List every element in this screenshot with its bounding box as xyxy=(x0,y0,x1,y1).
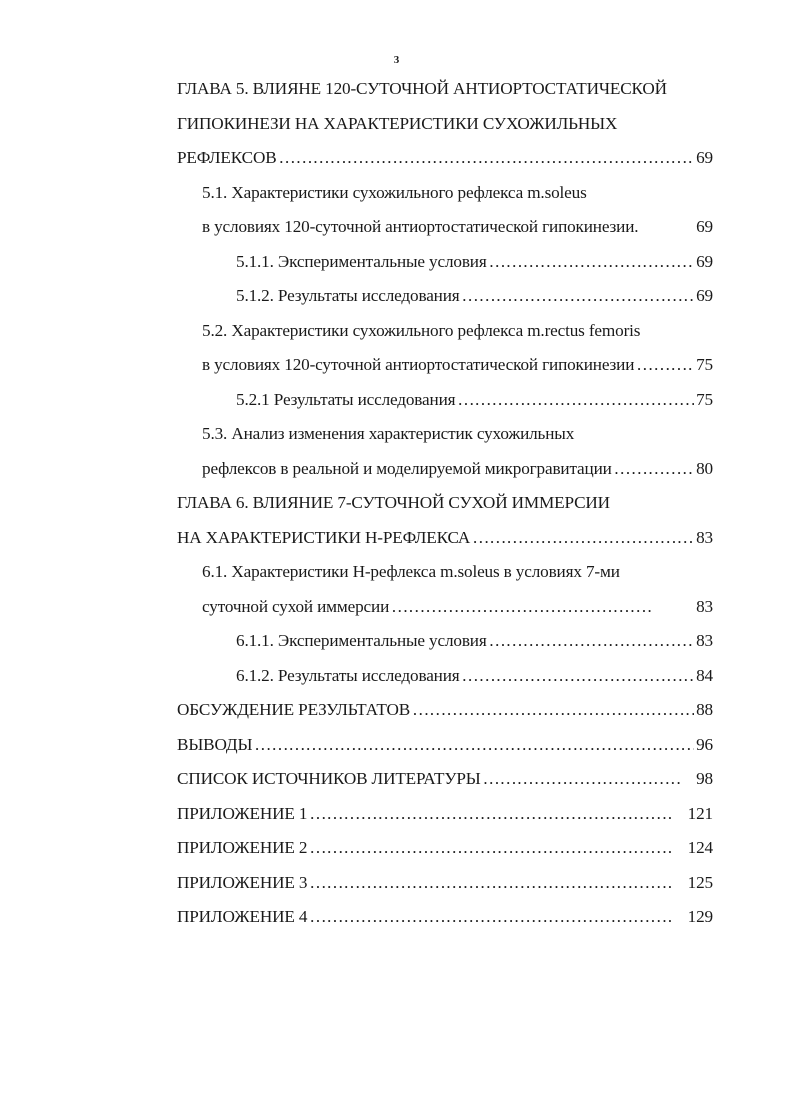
toc-appendix-4-entry[interactable] xyxy=(177,907,713,927)
toc-chapter-6-title[interactable]: ГЛАВА 6. ВЛИЯНИЕ 7-СУТОЧНОЙ СУХОЙ ИММЕРСИИ xyxy=(177,493,610,512)
toc-page-number: 83 xyxy=(696,528,713,547)
toc-page-number: 96 xyxy=(696,735,713,754)
toc-entry-title: суточной сухой иммерсии xyxy=(202,597,390,616)
dot-leader xyxy=(472,528,694,548)
toc-entry-title: 5.2.1 Результаты исследования xyxy=(236,390,456,409)
toc-section-5-1-2-entry[interactable] xyxy=(236,286,713,306)
toc-entry-title: 6.1.2. Результаты исследования xyxy=(236,666,460,685)
toc-section-5-1-1-entry[interactable] xyxy=(236,252,713,272)
toc-section-6-1-title[interactable]: 6.1. Характеристики Н-рефлекса m.soleus в условиях 7-ми xyxy=(202,562,620,581)
toc-page-number: 98 xyxy=(696,769,713,788)
toc-page-number: 83 xyxy=(696,597,713,616)
dot-leader xyxy=(391,597,652,617)
toc-section-5-3-entry[interactable] xyxy=(202,459,713,479)
toc-section-5-1-entry[interactable] xyxy=(202,217,713,237)
toc-page-number: 69 xyxy=(696,148,713,167)
dot-leader xyxy=(462,666,695,686)
toc-page-number: 129 xyxy=(687,907,713,926)
toc-section-6-1-1-entry[interactable] xyxy=(236,631,713,651)
dot-leader xyxy=(309,907,671,927)
toc-page-number: 80 xyxy=(696,459,713,478)
toc-entry-title: НА ХАРАКТЕРИСТИКИ Н-РЕФЛЕКСА xyxy=(177,528,471,547)
toc-entry-title: в условиях 120-суточной антиортостатической гипокинезии xyxy=(202,355,635,374)
toc-section-5-2-title[interactable]: 5.2. Характеристики сухожильного рефлекса m.rectus femoris xyxy=(202,321,641,340)
toc-page-number: 124 xyxy=(687,838,713,857)
toc-chapter-5-entry[interactable] xyxy=(177,148,713,168)
toc-page-number: 69 xyxy=(696,217,713,236)
toc-appendix-3-entry[interactable] xyxy=(177,873,713,893)
toc-entry-title: ПРИЛОЖЕНИЕ 2 xyxy=(177,838,308,857)
toc-entry-title: СПИСОК ИСТОЧНИКОВ ЛИТЕРАТУРЫ xyxy=(177,769,481,788)
dot-leader xyxy=(309,804,671,824)
toc-page-number: 125 xyxy=(687,873,713,892)
dot-leader xyxy=(457,390,694,410)
toc-entry-title: ВЫВОДЫ xyxy=(177,735,253,754)
toc-entry-title: ПРИЛОЖЕНИЕ 4 xyxy=(177,907,308,926)
dot-leader xyxy=(462,286,695,306)
toc-page-number: 84 xyxy=(696,666,713,685)
toc-chapter-5-title-cont[interactable]: ГИПОКИНЕЗИ НА ХАРАКТЕРИСТИКИ СУХОЖИЛЬНЫХ xyxy=(177,114,618,133)
toc-appendix-1-entry[interactable] xyxy=(177,804,713,824)
toc-discussion-entry[interactable] xyxy=(177,700,713,720)
toc-entry-title: рефлексов в реальной и моделируемой микрогравитации xyxy=(202,459,612,478)
toc-entry-title: РЕФЛЕКСОВ xyxy=(177,148,277,167)
toc-section-5-1-title[interactable]: 5.1. Характеристики сухожильного рефлекса m.soleus xyxy=(202,183,587,202)
dot-leader xyxy=(636,355,694,375)
dot-leader xyxy=(412,700,694,720)
toc-conclusions-entry[interactable] xyxy=(177,735,713,755)
toc-section-5-2-entry[interactable] xyxy=(202,355,713,375)
toc-page-number: 69 xyxy=(696,286,713,305)
toc-section-6-1-entry[interactable] xyxy=(202,597,713,617)
page-number: 3 xyxy=(393,54,400,66)
toc-page-number: 121 xyxy=(687,804,713,823)
toc-entry-title: 5.1.2. Результаты исследования xyxy=(236,286,460,305)
toc-chapter-5-title[interactable]: ГЛАВА 5. ВЛИЯНЕ 120-СУТОЧНОЙ АНТИОРТОСТАТИЧЕСКОЙ xyxy=(177,79,667,98)
toc-entry-title: ОБСУЖДЕНИЕ РЕЗУЛЬТАТОВ xyxy=(177,700,411,719)
toc-section-6-1-2-entry[interactable] xyxy=(236,666,713,686)
dot-leader xyxy=(489,631,695,651)
dot-leader xyxy=(309,838,671,858)
dot-leader xyxy=(309,873,671,893)
toc-page-number: 88 xyxy=(696,700,713,719)
toc-chapter-6-entry[interactable] xyxy=(177,528,713,548)
toc-page-number: 75 xyxy=(696,390,713,409)
toc-entry-title: ПРИЛОЖЕНИЕ 3 xyxy=(177,873,308,892)
dot-leader xyxy=(489,252,695,272)
toc-entry-title: 6.1.1. Экспериментальные условия xyxy=(236,631,487,650)
toc-section-5-3-title[interactable]: 5.3. Анализ изменения характеристик сухожильных xyxy=(202,424,575,443)
toc-entry-title: в условиях 120-суточной антиортостатической гипокинезии. xyxy=(202,217,639,236)
toc-page-number: 83 xyxy=(696,631,713,650)
dot-leader xyxy=(614,459,694,479)
toc-references-entry[interactable] xyxy=(177,769,713,789)
toc-appendix-2-entry[interactable] xyxy=(177,838,713,858)
dot-leader xyxy=(483,769,683,789)
toc-page-number: 75 xyxy=(696,355,713,374)
dot-leader xyxy=(279,148,695,168)
toc-section-5-2-1-entry[interactable] xyxy=(236,390,713,410)
toc-entry-title: ПРИЛОЖЕНИЕ 1 xyxy=(177,804,308,823)
toc-entry-title: 5.1.1. Экспериментальные условия xyxy=(236,252,487,271)
dot-leader xyxy=(254,735,694,755)
toc-page-number: 69 xyxy=(696,252,713,271)
